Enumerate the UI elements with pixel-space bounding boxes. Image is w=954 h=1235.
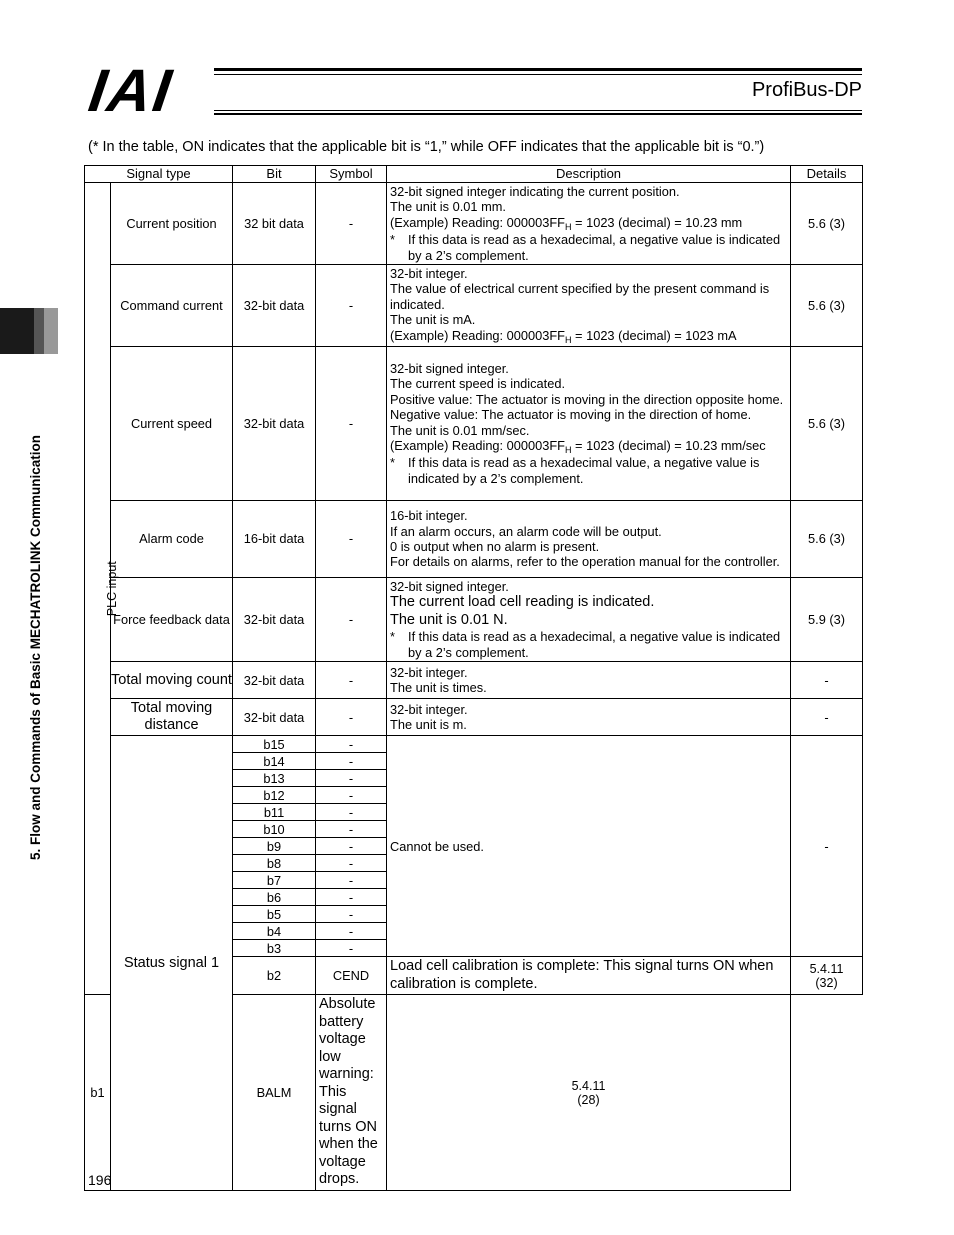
description-line: 16-bit integer. <box>390 508 468 524</box>
symbol-cell: - <box>316 770 387 787</box>
symbol-cell: - <box>316 347 387 501</box>
bit-cell: b15 <box>233 736 316 753</box>
symbol-cell: - <box>316 736 387 753</box>
description-cell: Load cell calibration is complete: This signal turns ON when calibration is complete. <box>387 957 791 995</box>
symbol-cell: - <box>316 872 387 889</box>
description-line: The unit is 0.01 mm/sec. <box>390 422 530 438</box>
description-line: Negative value: The actuator is moving in the direction of home. <box>390 407 752 423</box>
details-cell: 5.6 (3) <box>791 183 863 265</box>
table-header-row <box>85 166 863 183</box>
symbol-cell: - <box>316 753 387 770</box>
signal-type-cell: Force feedback data <box>111 578 233 662</box>
chapter-tab <box>44 308 58 354</box>
hex-subscript: H <box>565 444 572 455</box>
bit-cell: b10 <box>233 821 316 838</box>
description-text: If this data is read as a hexadecimal, a negative value is indicated by a 2’s complement. <box>408 232 781 263</box>
description-text: = 1023 (decimal) = 1023 mA <box>571 327 737 343</box>
footnote-line <box>390 629 787 660</box>
header-description: Description <box>387 166 791 183</box>
symbol-cell: - <box>316 501 387 578</box>
bit-cell: b12 <box>233 787 316 804</box>
symbol-cell: - <box>316 662 387 699</box>
asterisk-mark: * <box>390 455 395 471</box>
bit-cell: b9 <box>233 838 316 855</box>
symbol-cell: - <box>316 855 387 872</box>
description-line <box>390 215 787 232</box>
description-line: The value of electrical current specified by the present command is indicated. <box>390 281 770 312</box>
bit-cell: 32-bit data <box>233 578 316 662</box>
description-line: The unit is 0.01 N. <box>390 611 508 628</box>
symbol-cell: BALM <box>233 995 316 1191</box>
description-line: Positive value: The actuator is moving in the direction opposite home. <box>390 391 784 407</box>
description-line: 32-bit signed integer. <box>390 360 509 376</box>
bit-cell: 32-bit data <box>233 662 316 699</box>
description-line: If an alarm occurs, an alarm code will be output. <box>390 523 662 539</box>
chapter-side-label: 5. Flow and Commands of Basic MECHATROLINK Communication <box>28 434 43 860</box>
details-cell: 5.6 (3) <box>791 265 863 347</box>
description-line: The unit is mA. <box>390 312 476 328</box>
bit-cell: b8 <box>233 855 316 872</box>
description-line: The current load cell reading is indicated. <box>390 594 655 611</box>
table-row <box>85 662 863 699</box>
description-cell <box>387 501 791 578</box>
description-line: 0 is output when no alarm is present. <box>390 539 600 555</box>
symbol-cell: - <box>316 804 387 821</box>
footnote-line <box>390 455 787 486</box>
symbol-cell: - <box>316 821 387 838</box>
details-cell: - <box>791 699 863 736</box>
description-cell <box>387 265 791 347</box>
symbol-cell: - <box>316 578 387 662</box>
bit-cell: b3 <box>233 940 316 957</box>
table-row <box>85 736 863 753</box>
plc-input-group-cell <box>85 183 119 995</box>
chapter-tab <box>34 308 44 354</box>
description-line: The unit is 0.01 mm. <box>390 199 506 215</box>
description-line: The current speed is indicated. <box>390 376 566 392</box>
description-line: For details on alarms, refer to the operation manual for the controller. <box>390 554 780 570</box>
bit-cell: b2 <box>233 957 316 995</box>
description-cell: Absolute battery voltage low warning: This signal turns ON when the voltage drops. <box>316 995 387 1191</box>
hex-subscript: H <box>565 334 572 345</box>
signal-type-cell: Total moving distance <box>111 699 233 736</box>
bit-cell: b6 <box>233 889 316 906</box>
description-text: (Example) Reading: 000003FF <box>390 437 565 453</box>
signal-type-cell: Total moving count <box>111 662 233 699</box>
page-number: 196 <box>88 1172 112 1188</box>
details-cell: 5.9 (3) <box>791 578 863 662</box>
bit-cell: b5 <box>233 906 316 923</box>
bit-cell: b1 <box>85 995 111 1191</box>
description-line <box>390 438 787 455</box>
signal-table <box>84 165 863 1191</box>
signal-type-cell: Alarm code <box>111 501 233 578</box>
description-text: = 1023 (decimal) = 10.23 mm/sec <box>571 437 766 453</box>
description-text: = 1023 (decimal) = 10.23 mm <box>571 214 743 230</box>
chapter-tab <box>0 308 34 354</box>
plc-input-label: PLC input <box>104 561 119 617</box>
details-line: 5.4.11 <box>571 1078 606 1093</box>
details-cell: 5.6 (3) <box>791 347 863 501</box>
hex-subscript: H <box>565 221 572 232</box>
details-cell <box>387 995 791 1191</box>
description-line: The unit is times. <box>390 680 487 696</box>
symbol-cell: CEND <box>316 957 387 995</box>
description-cell <box>387 662 791 699</box>
description-cell <box>387 699 791 736</box>
symbol-cell: - <box>316 787 387 804</box>
asterisk-mark: * <box>390 232 395 248</box>
symbol-cell: - <box>316 699 387 736</box>
description-line: 32-bit signed integer indicating the current position. <box>390 184 680 199</box>
table-row <box>85 183 863 265</box>
table-note: (* In the table, ON indicates that the applicable bit is “1,” while OFF indicates that the applicable bit is “0.”) <box>88 139 765 155</box>
details-line: (32) <box>815 975 838 990</box>
bit-cell: 16-bit data <box>233 501 316 578</box>
description-text: If this data is read as a hexadecimal value, a negative value is indicated by a 2’s complement. <box>408 455 760 486</box>
signal-type-cell: Status signal 1 <box>111 736 233 1191</box>
symbol-cell: - <box>316 838 387 855</box>
header-bit: Bit <box>233 166 316 183</box>
details-cell <box>791 957 863 995</box>
symbol-cell: - <box>316 183 387 265</box>
header-rule <box>214 68 862 71</box>
bit-cell: b14 <box>233 753 316 770</box>
bit-cell: b7 <box>233 872 316 889</box>
header-rule <box>214 110 862 111</box>
description-text: (Example) Reading: 000003FF <box>390 327 565 343</box>
symbol-cell: - <box>316 265 387 347</box>
details-cell: 5.6 (3) <box>791 501 863 578</box>
asterisk-mark: * <box>390 629 395 645</box>
bit-cell: b4 <box>233 923 316 940</box>
description-cell <box>387 578 791 662</box>
symbol-cell: - <box>316 923 387 940</box>
signal-type-cell: Current position <box>111 183 233 265</box>
table-row <box>85 265 863 347</box>
table-row <box>85 578 863 662</box>
header-signal-type: Signal type <box>85 166 233 183</box>
description-line: 32-bit integer. <box>390 664 468 680</box>
description-text: (Example) Reading: 000003FF <box>390 214 565 230</box>
bit-cell: 32-bit data <box>233 699 316 736</box>
description-line: 32-bit integer. <box>390 701 468 717</box>
description-line: 32-bit integer. <box>390 266 468 282</box>
header-rule <box>214 113 862 115</box>
description-text: If this data is read as a hexadecimal, a negative value is indicated by a 2’s complement. <box>408 629 781 660</box>
details-line: (28) <box>577 1092 600 1107</box>
symbol-cell: - <box>316 906 387 923</box>
signal-type-cell: Command current <box>111 265 233 347</box>
signal-type-cell: Current speed <box>111 347 233 501</box>
details-cell: - <box>791 736 863 957</box>
description-cell <box>387 183 791 265</box>
bit-cell: 32 bit data <box>233 183 316 265</box>
bit-cell: 32-bit data <box>233 347 316 501</box>
details-cell: - <box>791 662 863 699</box>
details-line: 5.4.11 <box>809 961 844 976</box>
description-cell: Cannot be used. <box>387 736 791 957</box>
symbol-cell: - <box>316 940 387 957</box>
description-cell <box>387 347 791 501</box>
description-line <box>390 328 787 345</box>
table-row <box>85 699 863 736</box>
protocol-title: ProfiBus-DP <box>751 79 862 101</box>
header-rule <box>214 74 862 75</box>
footnote-line <box>390 232 787 263</box>
iai-logo: IAI <box>84 57 177 124</box>
bit-cell: b13 <box>233 770 316 787</box>
bit-cell: 32-bit data <box>233 265 316 347</box>
header-symbol: Symbol <box>316 166 387 183</box>
table-row <box>85 347 863 501</box>
header-details: Details <box>791 166 863 183</box>
description-line: 32-bit signed integer. <box>390 579 509 595</box>
symbol-cell: - <box>316 889 387 906</box>
table-row <box>85 501 863 578</box>
bit-cell: b11 <box>233 804 316 821</box>
description-line: The unit is m. <box>390 717 467 733</box>
